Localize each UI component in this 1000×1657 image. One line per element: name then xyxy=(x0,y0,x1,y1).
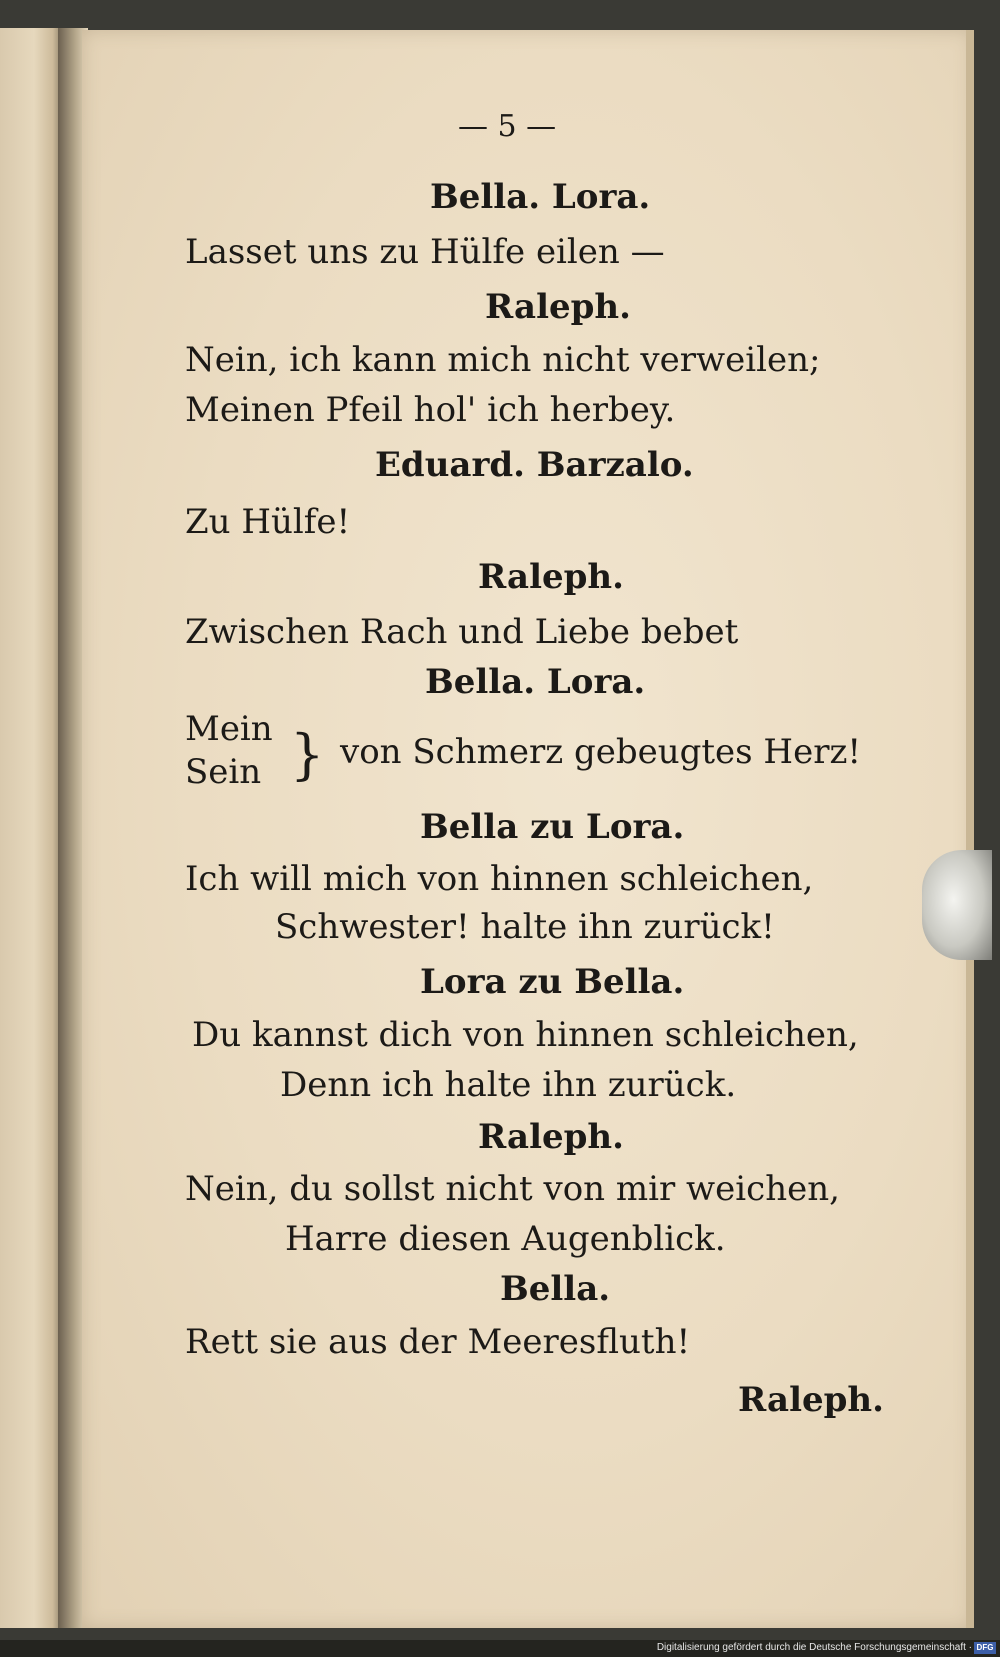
verse-line: Nein, du sollst nicht von mir weichen, xyxy=(185,1169,840,1209)
verse-line: Ich will mich von hinnen schleichen, xyxy=(185,859,814,899)
brace-symbol: } xyxy=(290,723,325,786)
verse-line: Schwester! halte ihn zurück! xyxy=(275,907,775,947)
speaker-heading: Raleph. xyxy=(478,557,624,597)
verse-line: Rett sie aus der Meeresfluth! xyxy=(185,1322,691,1362)
verse-line: Denn ich halte ihn zurück. xyxy=(280,1065,737,1105)
catchword: Raleph. xyxy=(738,1380,884,1420)
verse-line: Meinen Pfeil hol' ich herbey. xyxy=(185,390,676,430)
verse-line: Zwischen Rach und Liebe bebet xyxy=(185,612,739,652)
verse-line: Lasset uns zu Hülfe eilen — xyxy=(185,232,665,272)
speaker-heading: Lora zu Bella. xyxy=(420,962,685,1002)
speaker-heading: Bella. Lora. xyxy=(430,177,651,217)
speaker-heading: Bella zu Lora. xyxy=(420,807,685,847)
verse-line: Du kannst dich von hinnen schleichen, xyxy=(192,1015,859,1055)
page-clip-marker xyxy=(922,850,992,960)
verse-line-option-b: Sein xyxy=(185,752,262,792)
left-page-edge xyxy=(0,28,62,1628)
verse-line: Zu Hülfe! xyxy=(185,502,351,542)
verse-line: von Schmerz gebeugtes Herz! xyxy=(340,732,862,772)
speaker-heading: Bella. Lora. xyxy=(425,662,646,702)
page-edge-right xyxy=(966,30,974,1628)
page-number: — 5 — xyxy=(458,109,557,144)
speaker-heading: Eduard. Barzalo. xyxy=(375,445,694,485)
verse-line-option-a: Mein xyxy=(185,709,273,749)
speaker-heading: Raleph. xyxy=(478,1117,624,1157)
verse-line: Harre diesen Augenblick. xyxy=(285,1219,726,1259)
speaker-heading: Raleph. xyxy=(485,287,631,327)
speaker-heading: Bella. xyxy=(500,1269,611,1309)
dfg-logo: DFG xyxy=(974,1642,996,1654)
verse-line: Nein, ich kann mich nicht verweilen; xyxy=(185,340,821,380)
footer-credit: Digitalisierung gefördert durch die Deutsche Forschungsgemeinschaft · xyxy=(656,1642,972,1653)
